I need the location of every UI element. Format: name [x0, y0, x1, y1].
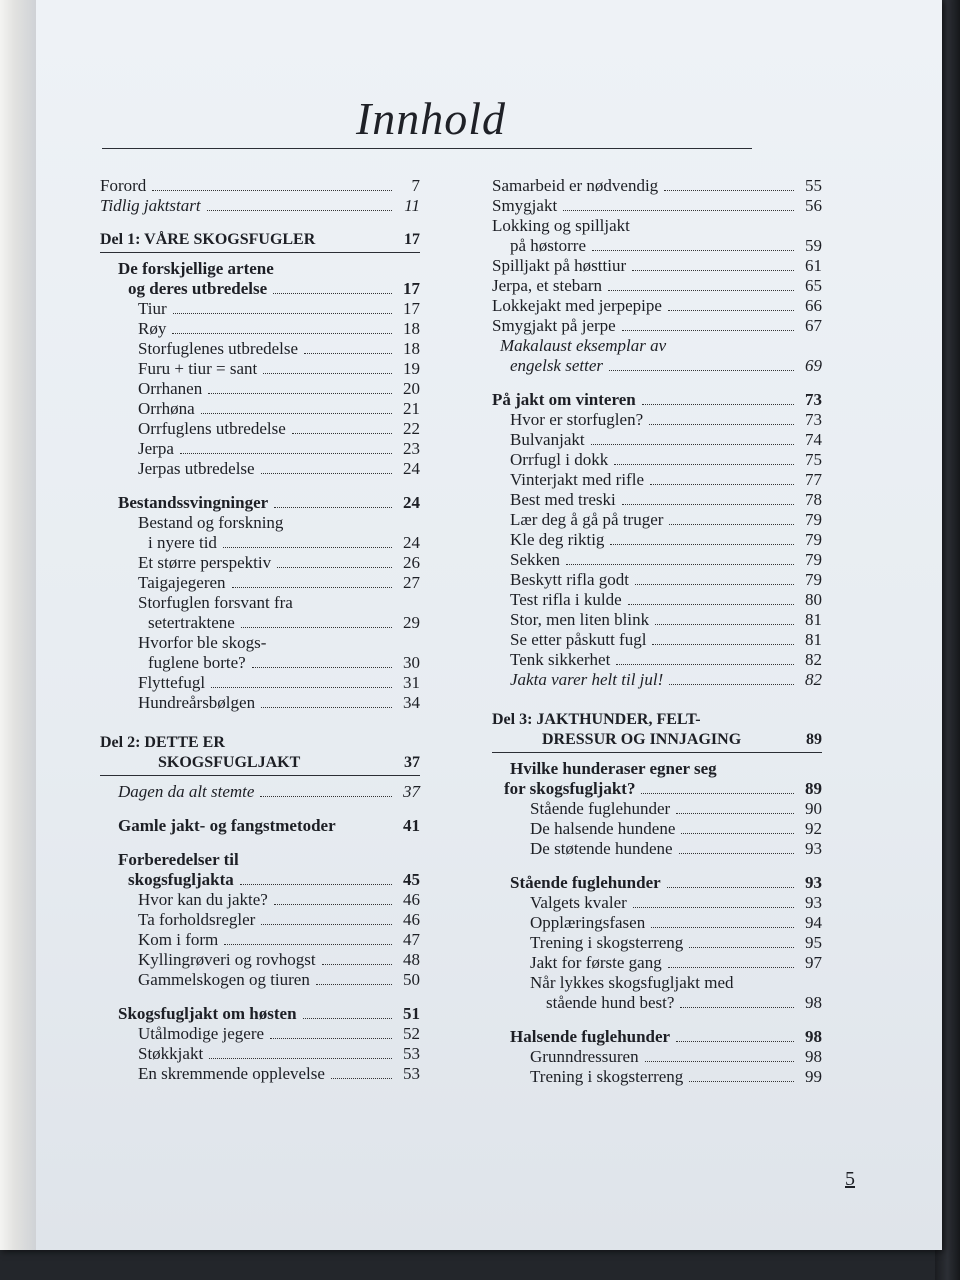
toc-entry: Storfuglenes utbredelse 18	[138, 339, 420, 358]
toc-entry: i nyere tid 24	[148, 533, 420, 552]
toc-entry: Jerpa, et stebarn 65	[492, 276, 822, 295]
toc-entry: Lokkejakt med jerpepipe 66	[492, 296, 822, 315]
toc-entry: Hundreårsbølgen 34	[138, 693, 420, 712]
toc-entry: Forord 7	[100, 176, 420, 195]
page-title: Innhold	[355, 93, 507, 144]
section-heading: skogsfugljakta 45	[128, 870, 420, 889]
toc-entry: Hvor kan du jakte? 46	[138, 890, 420, 909]
toc-right-column	[492, 176, 822, 1087]
toc-entry: Hvor er storfuglen? 73	[510, 410, 822, 429]
toc-entry: Tenk sikkerhet 82	[510, 650, 822, 669]
part-heading-line: Del 3: JAKTHUNDER, FELT-	[492, 711, 701, 728]
toc-left-column	[100, 176, 420, 1084]
toc-entry: Opplæringsfasen 94	[530, 913, 822, 932]
toc-entry: Grunndressuren 98	[530, 1047, 822, 1066]
toc-entry: Taigajegeren 27	[138, 573, 420, 592]
section-heading: Halsende fuglehunder 98	[510, 1027, 822, 1046]
toc-entry: Kom i form 47	[138, 930, 420, 949]
toc-entry: Jerpa 23	[138, 439, 420, 458]
section-heading: Stående fuglehunder 93	[510, 873, 822, 892]
toc-entry: De støtende hundene 93	[530, 839, 822, 858]
section-heading-line: Forberedelser til	[118, 850, 239, 869]
toc-entry: Gammelskogen og tiuren 50	[138, 970, 420, 989]
toc-entry: Best med treski 78	[510, 490, 822, 509]
part-heading: Del 1: VÅRE SKOGSFUGLER 17	[100, 230, 420, 253]
section-heading: Gamle jakt- og fangstmetoder 41	[118, 816, 420, 835]
toc-entry: Smygjakt 56	[492, 196, 822, 215]
toc-entry-line: Når lykkes skogsfugljakt med	[530, 973, 734, 992]
toc-entry: De halsende hundene 92	[530, 819, 822, 838]
toc-entry: Smygjakt på jerpe 67	[492, 316, 822, 335]
toc-entry: Jakt for første gang 97	[530, 953, 822, 972]
toc-entry: Dagen da alt stemte 37	[118, 782, 420, 801]
toc-entry: Sekken 79	[510, 550, 822, 569]
toc-entry: Beskytt rifla godt 79	[510, 570, 822, 589]
toc-entry: Kyllingrøveri og rovhogst 48	[138, 950, 420, 969]
toc-entry: Tidlig jaktstart 11	[100, 196, 420, 215]
toc-entry: Tiur 17	[138, 299, 420, 318]
toc-entry: Stående fuglehunder 90	[530, 799, 822, 818]
toc-entry: Et større perspektiv 26	[138, 553, 420, 572]
toc-entry: Orrfuglens utbredelse 22	[138, 419, 420, 438]
toc-entry: Se etter påskutt fugl 81	[510, 630, 822, 649]
toc-entry: Test rifla i kulde 80	[510, 590, 822, 609]
toc-entry: Ta forholdsregler 46	[138, 910, 420, 929]
toc-entry: Stor, men liten blink 81	[510, 610, 822, 629]
toc-entry: Lær deg å gå på truger 79	[510, 510, 822, 529]
section-heading: Bestandssvingninger 24	[118, 493, 420, 512]
part-heading: SKOGSFUGLJAKT 37	[100, 753, 420, 776]
toc-entry: Trening i skogsterreng 95	[530, 933, 822, 952]
section-heading: De forskjellige artene	[118, 259, 274, 278]
toc-entry: Orrhøna 21	[138, 399, 420, 418]
toc-entry: Orrfugl i dokk 75	[510, 450, 822, 469]
toc-entry: Kle deg riktig 79	[510, 530, 822, 549]
toc-entry: Trening i skogsterreng 99	[530, 1067, 822, 1086]
toc-entry-line: Makalaust eksemplar av	[500, 336, 667, 355]
toc-entry: Spilljakt på høsttiur 61	[492, 256, 822, 275]
toc-entry-line: Storfuglen forsvant fra	[138, 593, 293, 612]
toc-entry: Jakta varer helt til jul! 82	[510, 670, 822, 689]
toc-entry: Vinterjakt med rifle 77	[510, 470, 822, 489]
book-spine	[0, 0, 36, 1250]
page-number: 5	[845, 1168, 855, 1190]
section-heading: og deres utbredelse 17	[128, 279, 420, 298]
section-heading: På jakt om vinteren 73	[492, 390, 822, 409]
toc-entry: Orrhanen 20	[138, 379, 420, 398]
toc-entry: Valgets kvaler 93	[530, 893, 822, 912]
toc-entry: Støkkjakt 53	[138, 1044, 420, 1063]
section-heading: Skogsfugljakt om høsten 51	[118, 1004, 420, 1023]
part-heading: DRESSUR OG INNJAGING 89	[492, 730, 822, 753]
toc-entry: En skremmende opplevelse 53	[138, 1064, 420, 1083]
toc-entry: Utålmodige jegere 52	[138, 1024, 420, 1043]
toc-entry: Jerpas utbredelse 24	[138, 459, 420, 478]
toc-entry-line: Hvorfor ble skogs-	[138, 633, 267, 652]
toc-entry: Furu + tiur = sant 19	[138, 359, 420, 378]
toc-entry: stående hund best? 98	[546, 993, 822, 1012]
part-heading-line: Del 2: DETTE ER	[100, 734, 225, 751]
toc-entry: fuglene borte? 30	[148, 653, 420, 672]
toc-entry-line: Lokking og spilljakt	[492, 216, 630, 235]
toc-entry: Bulvanjakt 74	[510, 430, 822, 449]
toc-entry: engelsk setter 69	[510, 356, 822, 375]
toc-entry: setertraktene 29	[148, 613, 420, 632]
toc-entry: Flyttefugl 31	[138, 673, 420, 692]
section-heading: for skogsfugljakt? 89	[504, 779, 822, 798]
toc-entry: på høstorre 59	[510, 236, 822, 255]
toc-entry: Samarbeid er nødvendig 55	[492, 176, 822, 195]
toc-entry: Røy 18	[138, 319, 420, 338]
section-heading-line: Hvilke hunderaser egner seg	[510, 759, 717, 778]
title-rule	[102, 148, 752, 149]
toc-entry-line: Bestand og forskning	[138, 513, 284, 532]
